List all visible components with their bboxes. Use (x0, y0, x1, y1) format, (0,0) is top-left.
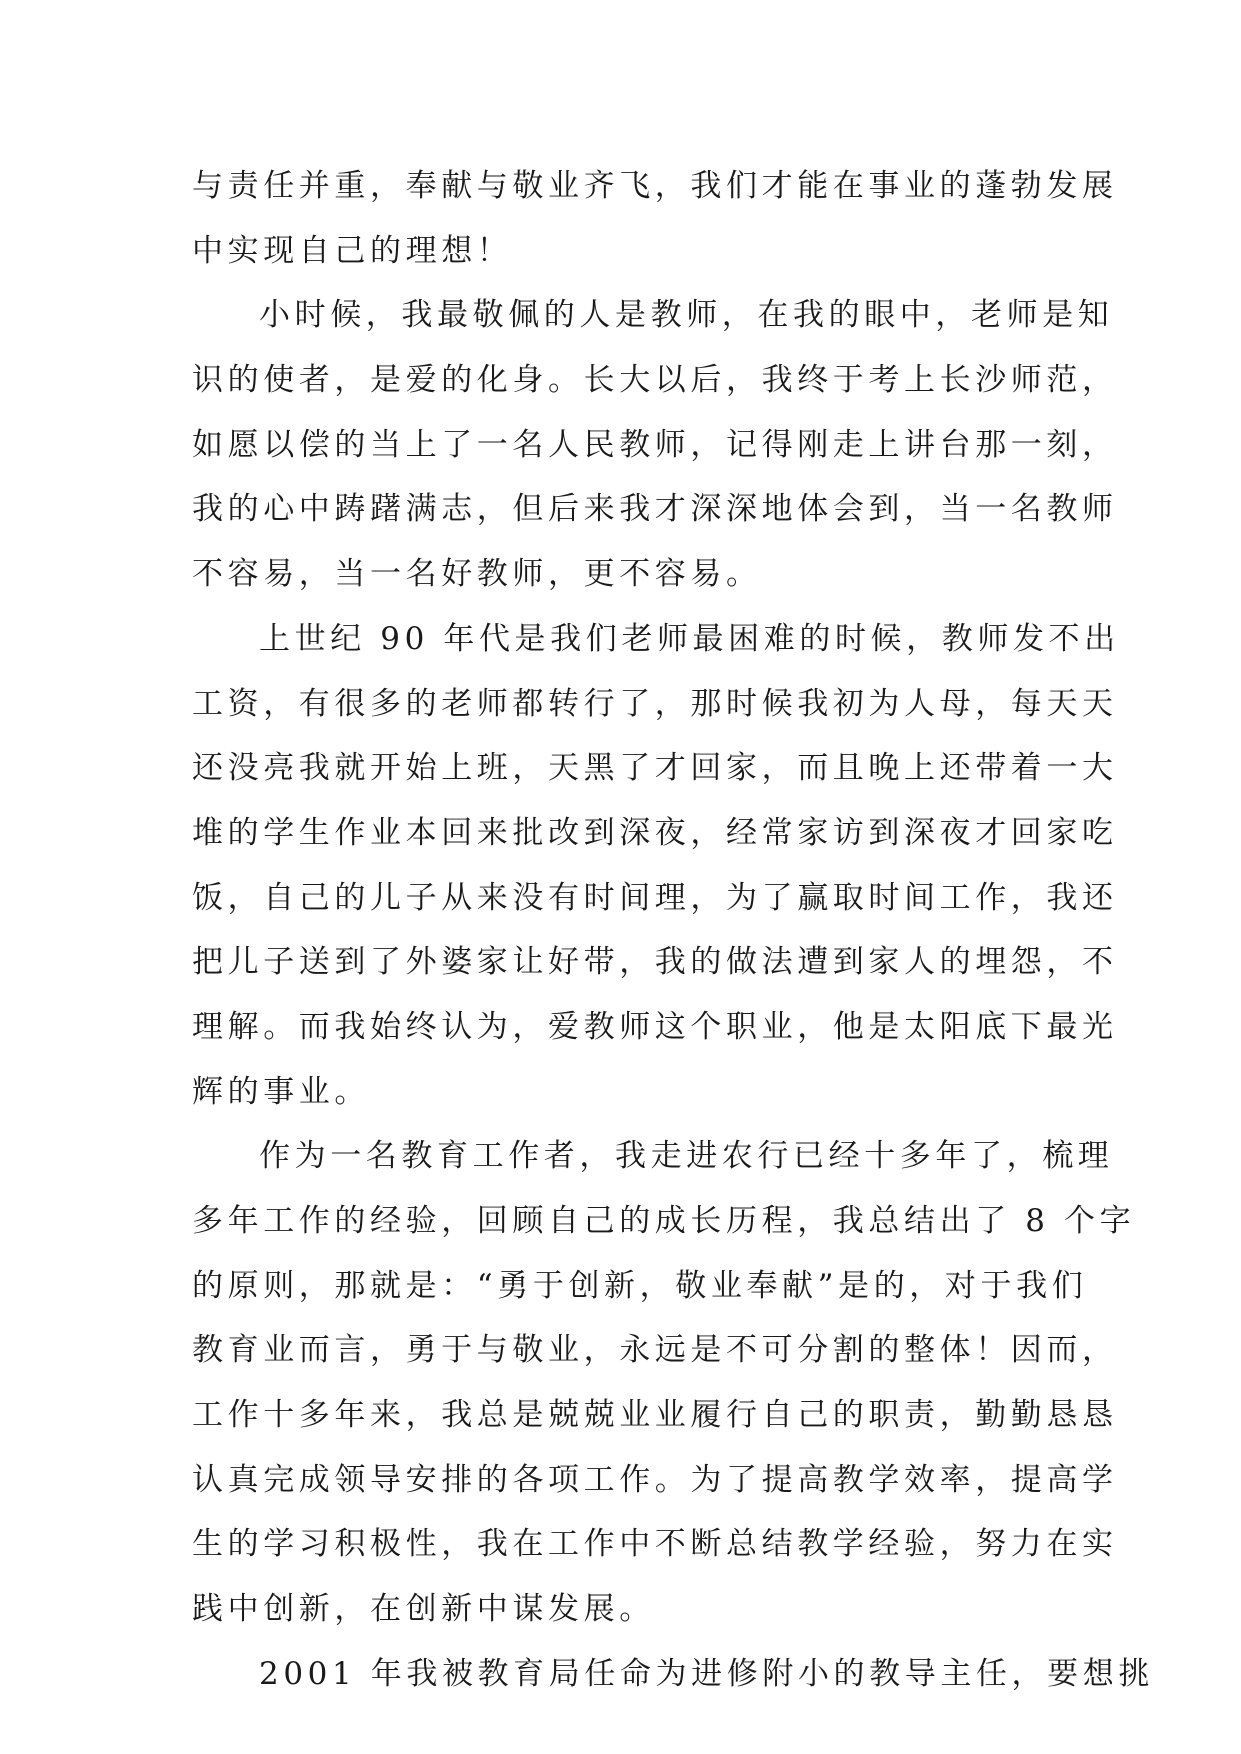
text-line: 我的心中踌躇满志，但后来我才深深地体会到，当一名教师 (192, 491, 1118, 528)
text-line: 中实现自己的理想！ (192, 232, 513, 269)
text-line: 与责任并重，奉献与敬业齐飞，我们才能在事业的蓬勃发展 (192, 168, 1118, 204)
text-line: 堆的学生作业本回来批改到深夜，经常家访到深夜才回家吃 (192, 814, 1118, 851)
text-line: 的原则，那就是：“勇于创新，敬业奉献”是的，对于我们 (192, 1267, 1088, 1304)
text-line: 还没亮我就开始上班，天黑了才回家，而且晚上还带着一大 (192, 750, 1118, 787)
text-line: 生的学习积极性，我在工作中不断总结教学经验，努力在实 (192, 1526, 1118, 1563)
paragraph-start-line: 作为一名教育工作者，我走进农行已经十多年了，梳理 (259, 1138, 1114, 1175)
text-line: 理解。而我始终认为，爱教师这个职业，他是太阳底下最光 (192, 1008, 1118, 1045)
text-line: 如愿以偿的当上了一名人民教师，记得刚走上讲台那一刻， (192, 426, 1118, 463)
text-line: 不容易，当一名好教师，更不容易。 (192, 556, 762, 593)
paragraph-start-line: 小时候，我最敬佩的人是教师，在我的眼中，老师是知 (259, 297, 1114, 334)
text-line: 识的使者，是爱的化身。长大以后，我终于考上长沙师范， (192, 362, 1118, 399)
text-line: 多年工作的经验，回顾自己的成长历程，我总结出了 8 个字 (192, 1203, 1136, 1239)
text-line: 把儿子送到了外婆家让好带，我的做法遭到家人的埋怨，不 (192, 944, 1118, 981)
text-line: 教育业而言，勇于与敬业，永远是不可分割的整体！因而， (192, 1332, 1118, 1369)
text-line: 认真完成领导安排的各项工作。为了提高教学效率，提高学 (192, 1461, 1118, 1498)
text-line: 工资，有很多的老师都转行了，那时候我初为人母，每天天 (192, 685, 1118, 722)
text-line: 工作十多年来，我总是兢兢业业履行自己的职责，勤勤恳恳 (192, 1397, 1118, 1434)
paragraph-start-line: 2001 年我被教育局任命为进修附小的教导主任，要想挑 (259, 1655, 1154, 1692)
paragraph-start-line: 上世纪 90 年代是我们老师最困难的时候，教师发不出 (259, 620, 1120, 657)
text-line: 辉的事业。 (192, 1073, 370, 1110)
text-line: 饭，自己的儿子从来没有时间理，为了赢取时间工作，我还 (192, 879, 1118, 916)
body-text (192, 154, 1154, 1707)
text-line: 践中创新，在创新中谋发展。 (192, 1591, 655, 1628)
